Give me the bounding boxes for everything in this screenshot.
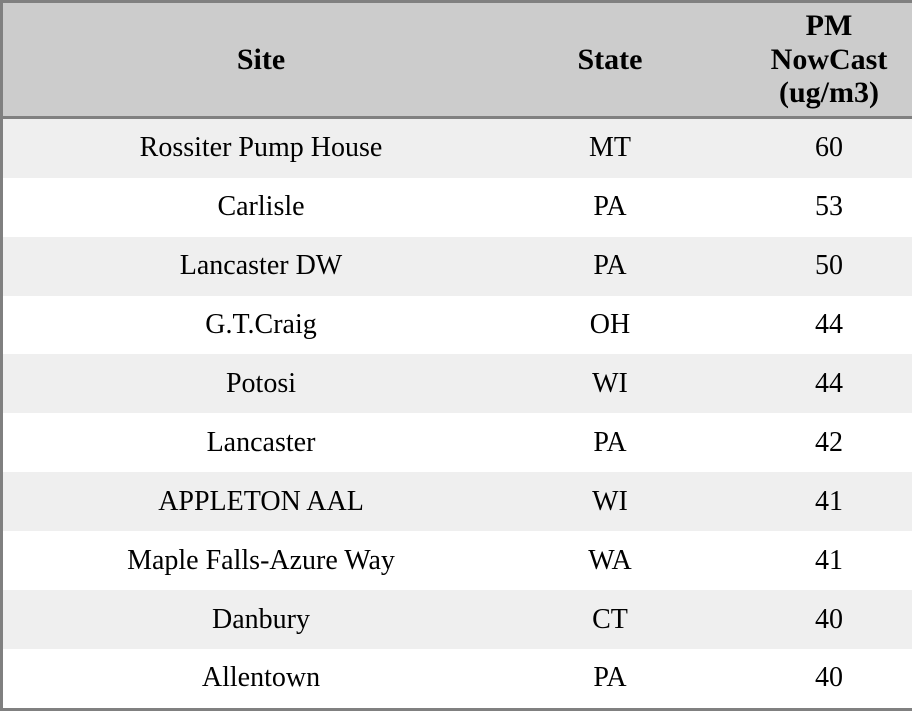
- cell-site: Carlisle: [3, 178, 519, 237]
- table-row: [3, 296, 912, 355]
- cell-site: APPLETON AAL: [3, 472, 519, 531]
- cell-state: OH: [519, 296, 701, 355]
- cell-site: Lancaster DW: [3, 237, 519, 296]
- cell-value: 41: [701, 472, 912, 531]
- cell-value: 44: [701, 354, 912, 413]
- cell-value: 41: [701, 531, 912, 590]
- header-row: [3, 3, 912, 117]
- table-row: [3, 649, 912, 708]
- column-header-pm-nowcast-line-1: PM: [805, 9, 853, 42]
- column-header-pm-nowcast-line-2: NowCast: [770, 42, 888, 76]
- cell-site: Lancaster: [3, 413, 519, 472]
- cell-site: Rossiter Pump House: [3, 117, 519, 177]
- column-header-pm-nowcast-line-3: (ug/m3): [779, 76, 879, 110]
- cell-state: WI: [519, 472, 701, 531]
- cell-state: CT: [519, 590, 701, 649]
- cell-value: 50: [701, 237, 912, 296]
- cell-value: 40: [701, 649, 912, 708]
- cell-site: G.T.Craig: [3, 296, 519, 355]
- table-row: [3, 590, 912, 649]
- table-row: [3, 472, 912, 531]
- cell-value: 40: [701, 590, 912, 649]
- cell-state: PA: [519, 178, 701, 237]
- table-row: [3, 178, 912, 237]
- table-body: [3, 117, 912, 708]
- cell-site: Potosi: [3, 354, 519, 413]
- cell-value: 60: [701, 117, 912, 177]
- column-header-state: State: [519, 3, 701, 117]
- cell-site: Maple Falls-Azure Way: [3, 531, 519, 590]
- cell-value: 53: [701, 178, 912, 237]
- cell-state: PA: [519, 237, 701, 296]
- cell-site: Danbury: [3, 590, 519, 649]
- column-header-site: Site: [3, 3, 519, 117]
- cell-site: Allentown: [3, 649, 519, 708]
- table-row: [3, 413, 912, 472]
- cell-state: PA: [519, 649, 701, 708]
- table-row: [3, 531, 912, 590]
- cell-state: WA: [519, 531, 701, 590]
- table-row: [3, 117, 912, 177]
- cell-value: 42: [701, 413, 912, 472]
- cell-state: PA: [519, 413, 701, 472]
- air-quality-table: [3, 3, 912, 708]
- column-header-pm-nowcast: [701, 3, 912, 117]
- cell-state: WI: [519, 354, 701, 413]
- cell-state: MT: [519, 117, 701, 177]
- table-row: [3, 237, 912, 296]
- table-row: [3, 354, 912, 413]
- cell-value: 44: [701, 296, 912, 355]
- table-header: [3, 3, 912, 117]
